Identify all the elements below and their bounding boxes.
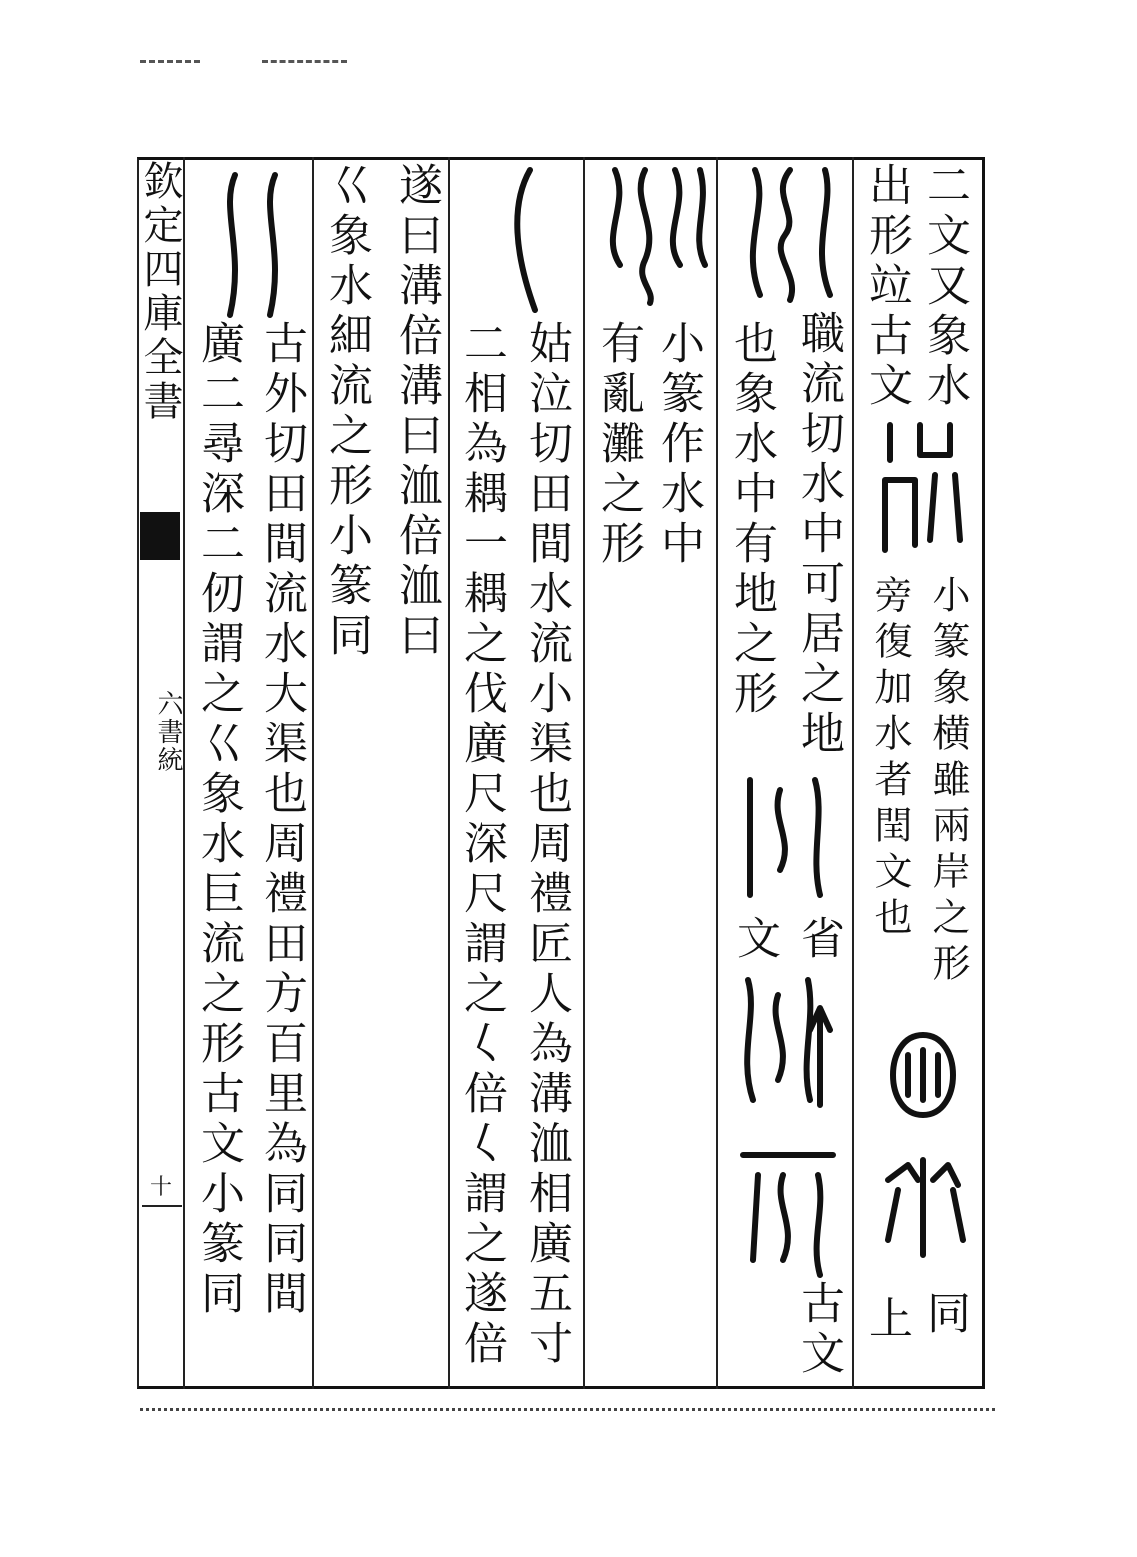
column-divider [312,157,314,1389]
text-column: 二文又象水 [919,162,970,412]
text-column: 古外切田間流水大渠也周禮田方百里為同同間 [256,320,307,1320]
text-column: 小篆象横雖兩岸之形 [926,575,970,989]
seal-script-stream-glyph [740,165,840,305]
column-divider [583,157,585,1389]
text-column: 省 [793,915,844,965]
page-number: 十 [150,1175,173,1200]
text-column: 有亂灘之形 [593,320,644,570]
seal-script-field-water-glyph [878,1030,968,1270]
section-title: 六書統 [153,690,183,774]
text-column: 出形竝古文 [861,162,912,412]
seal-script-water-glyph [870,420,970,560]
text-column: 小篆作水中 [653,320,704,570]
text-column: 巜象水細流之形小篆同 [321,162,372,662]
text-column: 姑泣切田間水流小渠也周禮匠人為溝洫相廣五寸 [521,320,572,1370]
margin-rule [142,1205,182,1207]
seal-script-stream-glyph [735,775,835,905]
seal-script-water-glyph [600,165,710,305]
text-column: 也象水中有地之形 [726,320,777,720]
text-column: 文 [729,915,780,965]
text-column: 同 [919,1290,970,1340]
text-column: 廣二尋深二仞謂之巜象水巨流之形古文小篆同 [193,320,244,1320]
seal-script-kuai-glyph [215,170,295,320]
seal-script-stream-glyph [738,975,818,1105]
text-column: 上 [861,1295,912,1345]
column-divider [448,157,450,1389]
text-column: 旁復加水者閏文也 [868,575,912,943]
column-divider [716,157,718,1389]
fish-tail-mark [140,512,180,560]
scan-artifact [140,60,200,67]
frame-bottom-border [140,1408,995,1411]
text-column: 職流切水中可居之地 [793,310,844,760]
book-title: 欽定四庫全書 [137,160,183,424]
seal-script-guwen-glyph [738,1150,838,1280]
text-column: 二相為耦一耦之伐廣尺深尺謂之𡿨倍𡿨謂之遂倍 [456,320,507,1370]
text-column: 遂曰溝倍溝曰洫倍洫曰 [391,162,442,662]
seal-script-quan-glyph [505,165,545,315]
column-divider [852,157,854,1389]
text-column: 古文 [793,1280,844,1380]
scan-artifact [262,60,347,67]
